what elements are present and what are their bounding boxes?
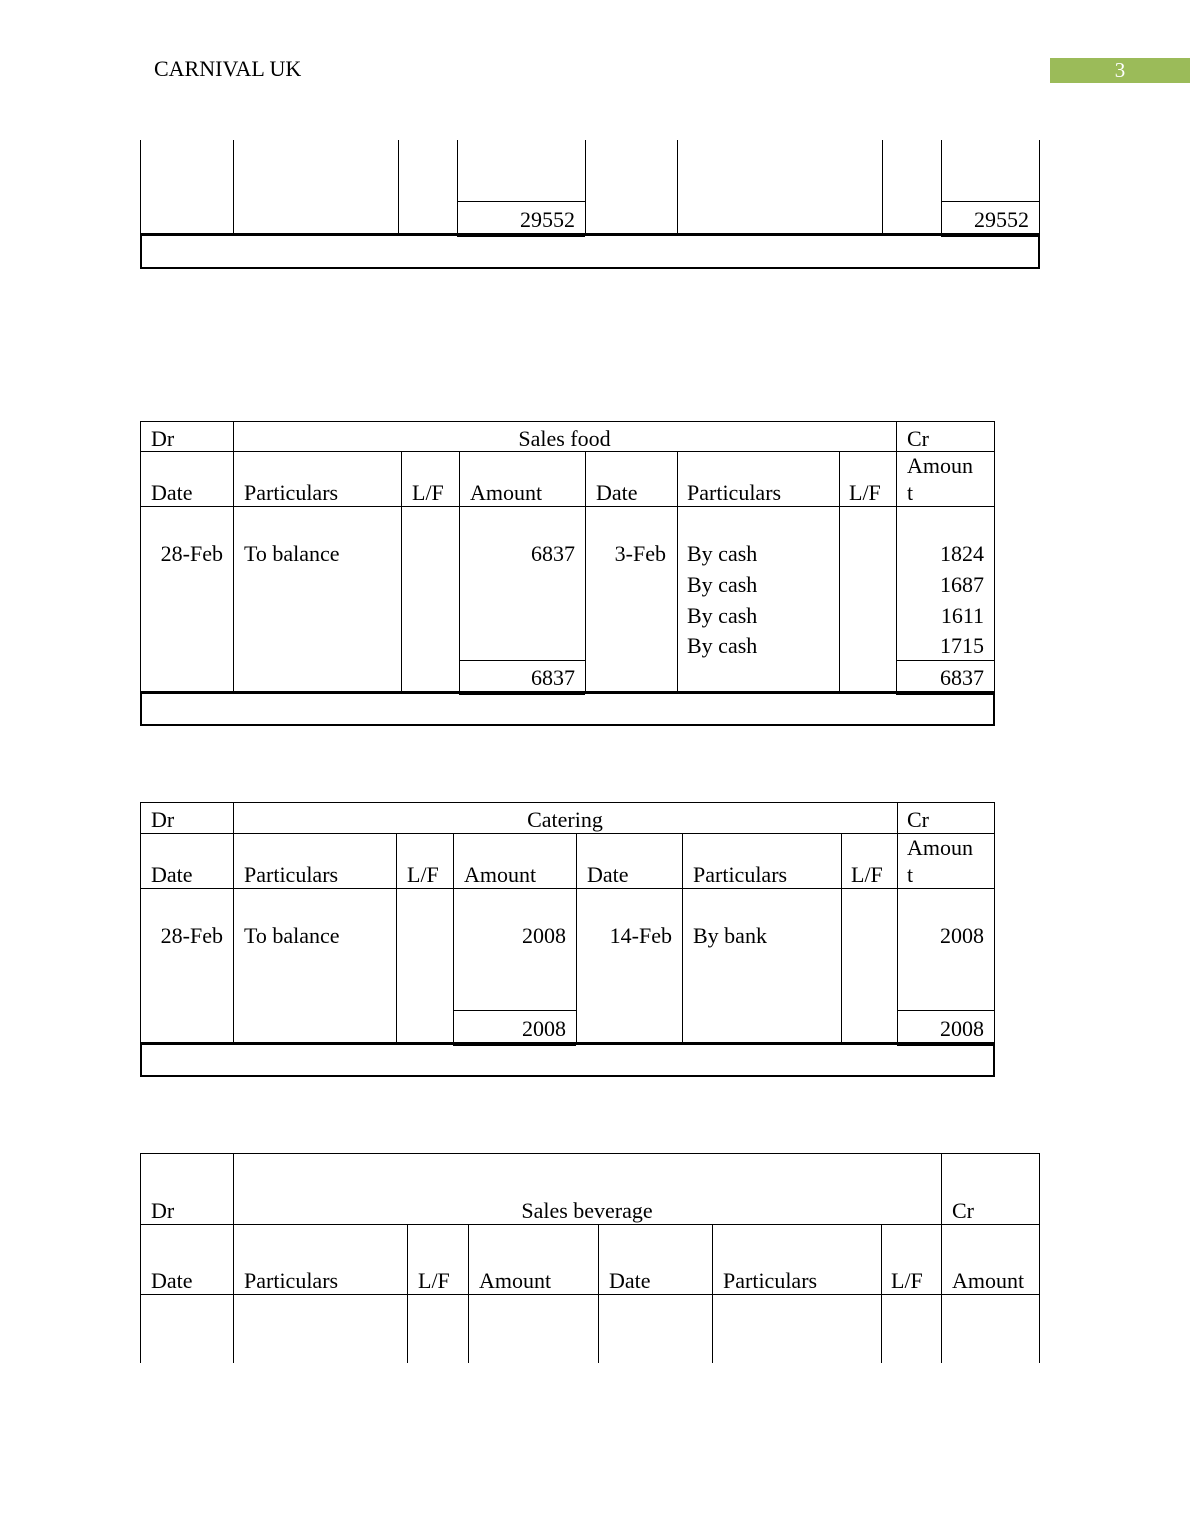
column-header: L/F (412, 480, 444, 505)
column-header: t (907, 480, 914, 505)
credit-particulars: By cash (687, 603, 758, 628)
column-header: Amount (464, 862, 537, 887)
ledger-footer-row (140, 692, 995, 726)
column-header: Particulars (687, 480, 782, 505)
credit-particulars: By cash (687, 541, 758, 566)
column-header: Particulars (244, 480, 339, 505)
column-header: Amount (470, 480, 543, 505)
document-header-title: CARNIVAL UK (154, 56, 302, 81)
total-credit-amount: 6837 (940, 665, 984, 690)
total-credit-amount: 2008 (940, 1016, 984, 1041)
ledger-footer-row (140, 1043, 995, 1077)
column-header: Date (151, 862, 193, 887)
column-header: L/F (849, 480, 881, 505)
column-header: Date (596, 480, 638, 505)
cr-label: Cr (907, 426, 929, 451)
credit-amount: 1687 (940, 572, 984, 597)
debit-amount: 6837 (531, 541, 575, 566)
debit-particulars: To balance (244, 923, 340, 948)
page-number-badge: 3 (1050, 58, 1190, 83)
ledger-title: Sales food (518, 426, 611, 451)
ledger-title: Catering (527, 807, 603, 832)
column-header: L/F (851, 862, 883, 887)
ledger-footer-row (140, 234, 1040, 269)
credit-date: 14-Feb (609, 923, 672, 948)
column-header: Date (151, 1268, 193, 1293)
dr-label: Dr (151, 1198, 175, 1223)
column-header: Date (609, 1268, 651, 1293)
total-debit-amount: 29552 (520, 207, 575, 232)
ledger-title: Sales beverage (521, 1198, 653, 1223)
column-header: Amoun (907, 453, 973, 478)
column-header: Amoun (907, 835, 973, 860)
credit-amount: 2008 (940, 923, 984, 948)
column-header: Amount (479, 1268, 552, 1293)
column-header: Particulars (244, 862, 339, 887)
total-debit-amount: 2008 (522, 1016, 566, 1041)
column-header: Particulars (723, 1268, 818, 1293)
debit-date: 28-Feb (160, 541, 223, 566)
column-header: L/F (407, 862, 439, 887)
column-header: Amount (952, 1268, 1025, 1293)
cr-label: Cr (952, 1198, 974, 1223)
column-header: Date (151, 480, 193, 505)
credit-particulars: By cash (687, 633, 758, 658)
credit-particulars: By cash (687, 572, 758, 597)
dr-label: Dr (151, 426, 175, 451)
column-header: L/F (418, 1268, 450, 1293)
cr-label: Cr (907, 807, 929, 832)
credit-particulars: By bank (693, 923, 767, 948)
credit-amount: 1715 (940, 633, 984, 658)
credit-amount: 1824 (940, 541, 984, 566)
credit-date: 3-Feb (614, 541, 666, 566)
total-debit-amount: 6837 (531, 665, 575, 690)
total-credit-amount: 29552 (974, 207, 1029, 232)
debit-amount: 2008 (522, 923, 566, 948)
column-header: Particulars (244, 1268, 339, 1293)
debit-particulars: To balance (244, 541, 340, 566)
column-header: t (907, 862, 914, 887)
dr-label: Dr (151, 807, 175, 832)
column-header: Particulars (693, 862, 788, 887)
column-header: L/F (891, 1268, 923, 1293)
column-header: Date (587, 862, 629, 887)
credit-amount: 1611 (940, 603, 984, 628)
debit-date: 28-Feb (160, 923, 223, 948)
